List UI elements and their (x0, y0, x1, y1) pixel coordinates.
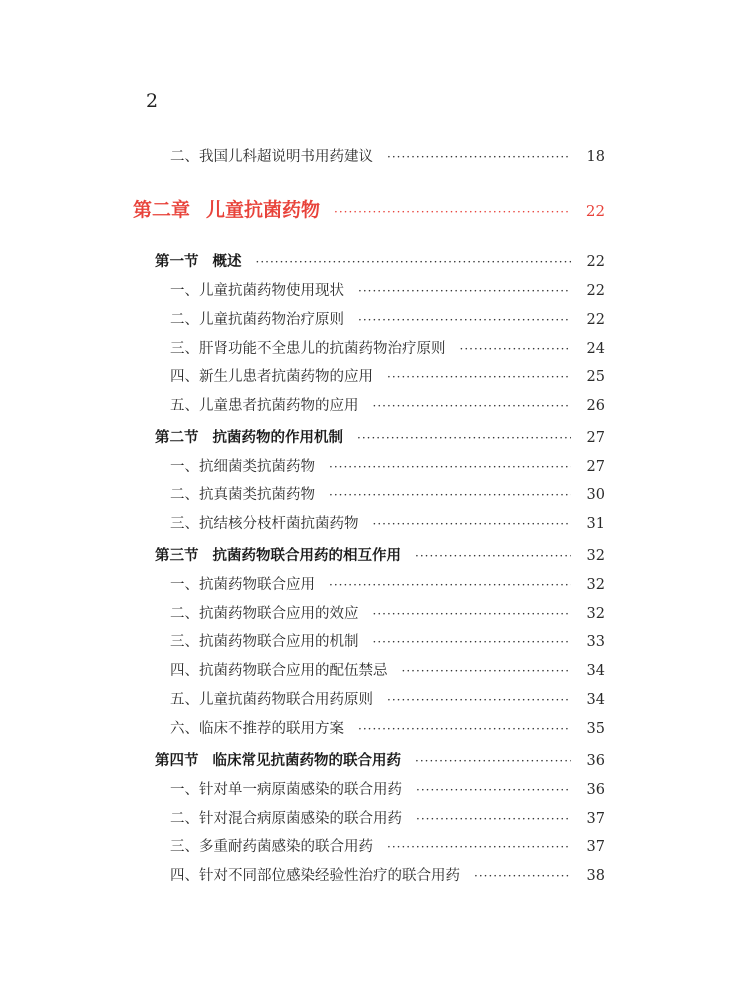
dot-leader (358, 718, 571, 740)
toc-item-entry[interactable] (170, 689, 605, 711)
toc-section-title (155, 427, 343, 449)
dot-leader (373, 395, 572, 417)
toc-item-title: 三、多重耐药菌感染的联合用药 (170, 839, 373, 855)
toc-item-entry[interactable] (170, 779, 605, 801)
toc-item-title: 五、儿童患者抗菌药物的应用 (170, 398, 359, 414)
toc-page-number: 38 (586, 868, 605, 884)
toc-item-title: 六、临床不推荐的联用方案 (170, 721, 344, 737)
toc-page-number: 27 (586, 459, 605, 475)
toc-page-number: 32 (586, 606, 605, 622)
toc-item-title: 二、抗真菌类抗菌药物 (170, 487, 315, 503)
dot-leader (357, 427, 571, 449)
toc-item-entry[interactable] (170, 513, 605, 535)
toc-section-title (155, 750, 401, 772)
toc-page-number: 32 (586, 577, 605, 593)
page-number: 2 (146, 90, 159, 112)
toc-item-entry[interactable] (170, 603, 605, 625)
dot-leader (415, 750, 571, 772)
toc-item-title: 三、抗菌药物联合应用的机制 (170, 634, 359, 650)
toc-item-title: 一、儿童抗菌药物使用现状 (170, 283, 344, 299)
toc-page-number: 22 (586, 312, 605, 328)
toc-page-number: 32 (586, 548, 605, 564)
toc-item-entry[interactable] (170, 631, 605, 653)
toc-page-number: 22 (585, 202, 605, 220)
dot-leader (329, 574, 571, 596)
dot-leader (387, 836, 571, 858)
toc-page-number: 31 (586, 516, 605, 532)
toc-section-text: 概述 (212, 254, 242, 270)
toc-item-entry[interactable] (170, 146, 605, 168)
toc-section-label: 第一节 (155, 254, 199, 270)
toc-item-entry[interactable] (170, 280, 605, 302)
toc-section-title (155, 545, 401, 567)
dot-leader (415, 545, 571, 567)
toc-item-title: 二、针对混合病原菌感染的联合用药 (170, 811, 402, 827)
dot-leader (329, 484, 571, 506)
dot-leader (373, 631, 572, 653)
toc-item-entry[interactable] (170, 309, 605, 331)
dot-leader (358, 309, 571, 331)
toc-section-entry[interactable] (155, 251, 605, 273)
toc-item-entry[interactable] (170, 574, 605, 596)
dot-leader (358, 280, 571, 302)
toc-page-number: 26 (586, 398, 605, 414)
toc-item-entry[interactable] (170, 395, 605, 417)
toc-item-entry[interactable] (170, 338, 605, 360)
toc-section-text: 临床常见抗菌药物的联合用药 (212, 753, 401, 769)
toc-page-number: 34 (586, 663, 605, 679)
toc-page-number: 30 (586, 487, 605, 503)
toc-chapter-title (133, 195, 320, 225)
toc-page-number: 36 (586, 753, 605, 769)
toc-item-entry[interactable] (170, 660, 605, 682)
toc-section-label: 第二节 (155, 430, 199, 446)
toc-item-title: 一、抗菌药物联合应用 (170, 577, 315, 593)
toc-section-label: 第四节 (155, 753, 199, 769)
dot-leader (416, 779, 571, 801)
toc-section-entry[interactable] (155, 427, 605, 449)
toc-item-entry[interactable] (170, 718, 605, 740)
toc-item-title: 三、肝肾功能不全患儿的抗菌药物治疗原则 (170, 341, 446, 357)
toc-page-number: 22 (586, 254, 605, 270)
toc-item-title: 一、针对单一病原菌感染的联合用药 (170, 782, 402, 798)
toc-item-title: 二、我国儿科超说明书用药建议 (170, 149, 373, 165)
toc-item-title: 五、儿童抗菌药物联合用药原则 (170, 692, 373, 708)
toc-page-number: 35 (586, 721, 605, 737)
dot-leader (334, 197, 571, 227)
toc-item-title: 四、新生儿患者抗菌药物的应用 (170, 369, 373, 385)
toc-item-title: 二、儿童抗菌药物治疗原则 (170, 312, 344, 328)
toc-page-number: 36 (586, 782, 605, 798)
dot-leader (373, 513, 572, 535)
dot-leader (474, 865, 571, 887)
toc-item-title: 二、抗菌药物联合应用的效应 (170, 606, 359, 622)
toc-item-title: 四、针对不同部位感染经验性治疗的联合用药 (170, 868, 460, 884)
dot-leader (387, 689, 571, 711)
toc-chapter-text: 儿童抗菌药物 (206, 199, 321, 221)
toc-item-entry[interactable] (170, 865, 605, 887)
toc-section-entry[interactable] (155, 545, 605, 567)
toc-page-number: 27 (586, 430, 605, 446)
toc-page-number: 37 (586, 839, 605, 855)
toc-item-title: 一、抗细菌类抗菌药物 (170, 459, 315, 475)
toc-section-label: 第三节 (155, 548, 199, 564)
toc-item-title: 四、抗菌药物联合应用的配伍禁忌 (170, 663, 388, 679)
dot-leader (460, 338, 572, 360)
toc-section-title (155, 251, 242, 273)
toc-section-text: 抗菌药物联合用药的相互作用 (212, 548, 401, 564)
dot-leader (256, 251, 572, 273)
toc-page-number: 18 (586, 149, 605, 165)
dot-leader (329, 456, 571, 478)
toc-item-entry[interactable] (170, 484, 605, 506)
toc-page-number: 34 (586, 692, 605, 708)
toc-item-entry[interactable] (170, 836, 605, 858)
toc-chapter-label: 第二章 (133, 199, 191, 221)
toc-section-text: 抗菌药物的作用机制 (212, 430, 343, 446)
toc-item-entry[interactable] (170, 456, 605, 478)
toc-item-entry[interactable] (170, 808, 605, 830)
toc-page-number: 25 (586, 369, 605, 385)
dot-leader (387, 366, 571, 388)
dot-leader (373, 603, 572, 625)
toc-chapter-entry[interactable] (133, 195, 605, 225)
toc-item-title: 三、抗结核分枝杆菌抗菌药物 (170, 516, 359, 532)
toc-page-number: 22 (586, 283, 605, 299)
dot-leader (402, 660, 572, 682)
toc-page-number: 24 (586, 341, 605, 357)
dot-leader (416, 808, 571, 830)
toc-page-number: 37 (586, 811, 605, 827)
toc-page-number: 33 (586, 634, 605, 650)
toc-section-entry[interactable] (155, 750, 605, 772)
dot-leader (387, 146, 571, 168)
toc-item-entry[interactable] (170, 366, 605, 388)
